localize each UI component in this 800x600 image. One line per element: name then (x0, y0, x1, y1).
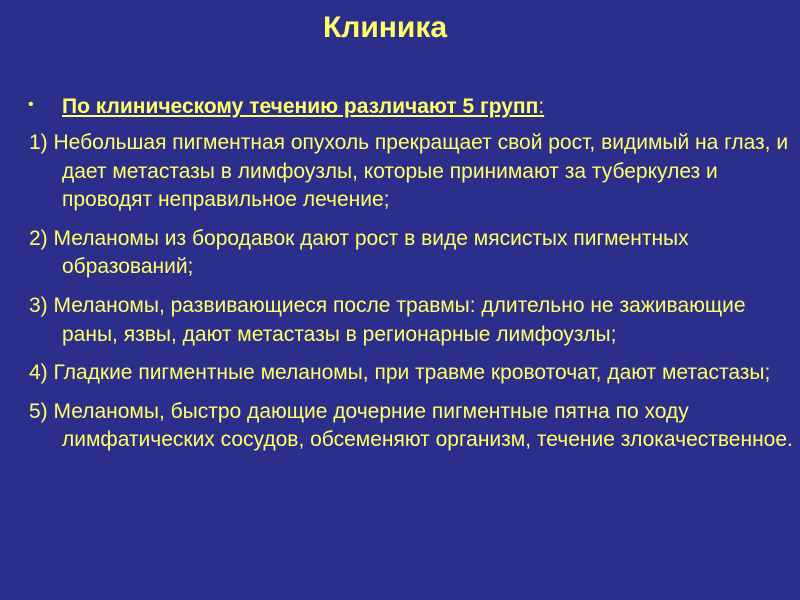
bullet-icon: • (28, 96, 34, 113)
group-item-1: 1) Небольшая пигментная опухоль прекращает свой рост, видимый на глаз, и дает метастазы в лимфоузлы, которые принимают за туберкулез и проводят неправильное лечение; (29, 131, 789, 212)
section-heading-text (62, 93, 544, 121)
group-item-5: 5) Меланомы, быстро дающие дочерние пигментные пятна по ходу лимфатических сосудов, обсеменяют организм, течение злокачественное. (29, 399, 793, 452)
section-heading-label: По клиническому течению различают 5 групп (62, 95, 539, 118)
section-heading (28, 93, 544, 121)
group-item-2: 2) Меланомы из бородавок дают рост в виде мясистых пигментных образований; (29, 226, 689, 279)
slide-title: Клиника (322, 11, 448, 44)
group-item-3: 3) Меланомы, развивающиеся после травмы: длительно не заживающие раны, язвы, дают метастазы в регионарные лимфоузлы; (29, 293, 746, 346)
section-heading-colon: : (538, 95, 545, 118)
group-list (29, 129, 794, 465)
group-item-4: 4) Гладкие пигментные меланомы, при травме кровоточат, дают метастазы; (29, 361, 771, 385)
